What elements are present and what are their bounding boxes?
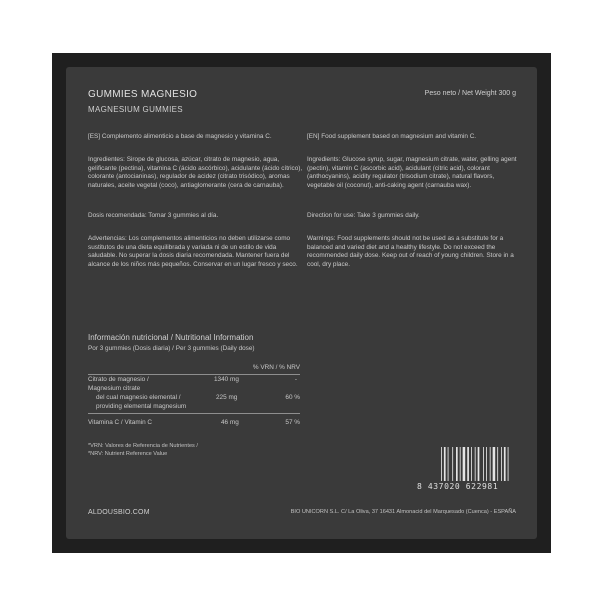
row-name: Vitamina C / Vitamin C	[88, 419, 153, 426]
company-address: BIO UNICORN S.L. C/ La Oliva, 37 16431 Almonacid del Marquesado (Cuenca) - ESPAÑA	[290, 509, 516, 515]
barcode-bar	[444, 447, 446, 481]
row-name: Magnesium citrate	[88, 384, 141, 392]
barcode	[441, 447, 519, 481]
row-amount: 1340 mg	[214, 376, 239, 383]
barcode-bar	[486, 447, 487, 481]
barcode-bar	[471, 447, 472, 481]
product-title: GUMMIES MAGNESIO	[88, 89, 198, 100]
barcode-bar	[456, 447, 458, 481]
barcode-bar	[493, 447, 496, 481]
row-amount: 46 mg	[221, 419, 239, 426]
barcode-bar	[441, 447, 442, 481]
footnote-nrv: *NRV: Nutrient Reference Value	[88, 451, 168, 457]
barcode-bar	[463, 447, 466, 481]
row-percent: 57 %	[285, 419, 300, 426]
barcode-bar	[467, 447, 469, 481]
barcode-bar	[478, 447, 480, 481]
label-panel	[66, 67, 537, 539]
en-dose: Direction for use: Take 3 gummies daily.	[307, 212, 420, 219]
barcode-bar	[460, 447, 461, 481]
row-percent: 60 %	[285, 394, 300, 401]
nutrition-title: Información nutricional / Nutritional Information	[88, 333, 254, 342]
barcode-bar	[475, 447, 476, 481]
footnote-vrn: *VRN: Valores de Referencia de Nutrientes /	[88, 443, 198, 449]
row-name: Citrato de magnesio /	[88, 376, 149, 383]
nutrition-column-header: % VRN / % NRV	[252, 364, 300, 371]
barcode-bar	[448, 447, 449, 481]
net-weight: Peso neto / Net Weight 300 g	[424, 90, 516, 97]
barcode-bar	[452, 447, 453, 481]
row-name: del cual magnesio elemental /	[96, 394, 181, 401]
barcode-bar	[504, 447, 506, 481]
table-rule	[88, 374, 300, 375]
table-rule	[88, 413, 300, 414]
es-dose: Dosis recomendada: Tomar 3 gummies al día.	[88, 212, 219, 219]
barcode-bar	[483, 447, 484, 481]
en-warnings: Warnings: Food supplements should not be used as a substitute for a balanced and varied diet and a healthy lifestyle. Do not exceed the recommended daily dose. Keep out of reach of young children. Store in a cool, dry place.	[307, 235, 514, 268]
brand-website: ALDOUSBIO.COM	[88, 509, 150, 516]
row-percent: -	[294, 376, 297, 383]
barcode-bar	[490, 447, 491, 481]
barcode-digits: 8 437020 622981	[417, 482, 499, 491]
product-subtitle: MAGNESIUM GUMMIES	[88, 105, 183, 114]
en-intro: [EN] Food supplement based on magnesium and vitamin C.	[307, 133, 477, 140]
es-warnings: Advertencias: Los complementos alimenticios no deben utilizarse como sustitutos de una dieta equilibrada y variada ni de un estilo de vida saludable. No superar la dosis diaria recomendada. Mantener fuera del alcance de los niños más pequeños. Conservar en un lugar fresco y seco.	[88, 235, 298, 268]
es-ingredients: Ingredientes: Sirope de glucosa, azúcar, citrato de magnesio, agua, gelificante (pectina), vitamina C (ácido ascórbico), acidulante (ácido cítrico), colorante (antocianinas), regulador de acidez (citrato trisódico), aromas naturales, aceite vegetal (coco), antiaglomerante (cera de carnauba).	[88, 156, 303, 189]
es-intro: [ES] Complemento alimenticio a base de magnesio y vitamina C.	[88, 133, 272, 140]
barcode-bar	[497, 447, 498, 481]
nutrition-serving: Por 3 gummies (Dosis diaria) / Per 3 gummies (Daily dose)	[88, 345, 255, 352]
barcode-bar	[508, 447, 509, 481]
barcode-bar	[501, 447, 502, 481]
en-ingredients: Ingredients: Glucose syrup, sugar, magnesium citrate, water, gelling agent (pectin), vitamin C (ascorbic acid), acidulant (citric acid), colorant (anthocyanins), acidity regulator (trisodium citrate), natural flavors, vegetable oil (coconut), anti-caking agent (carnauba wax).	[307, 156, 517, 189]
row-name: providing elemental magnesium	[96, 402, 187, 410]
row-amount: 225 mg	[216, 394, 238, 401]
